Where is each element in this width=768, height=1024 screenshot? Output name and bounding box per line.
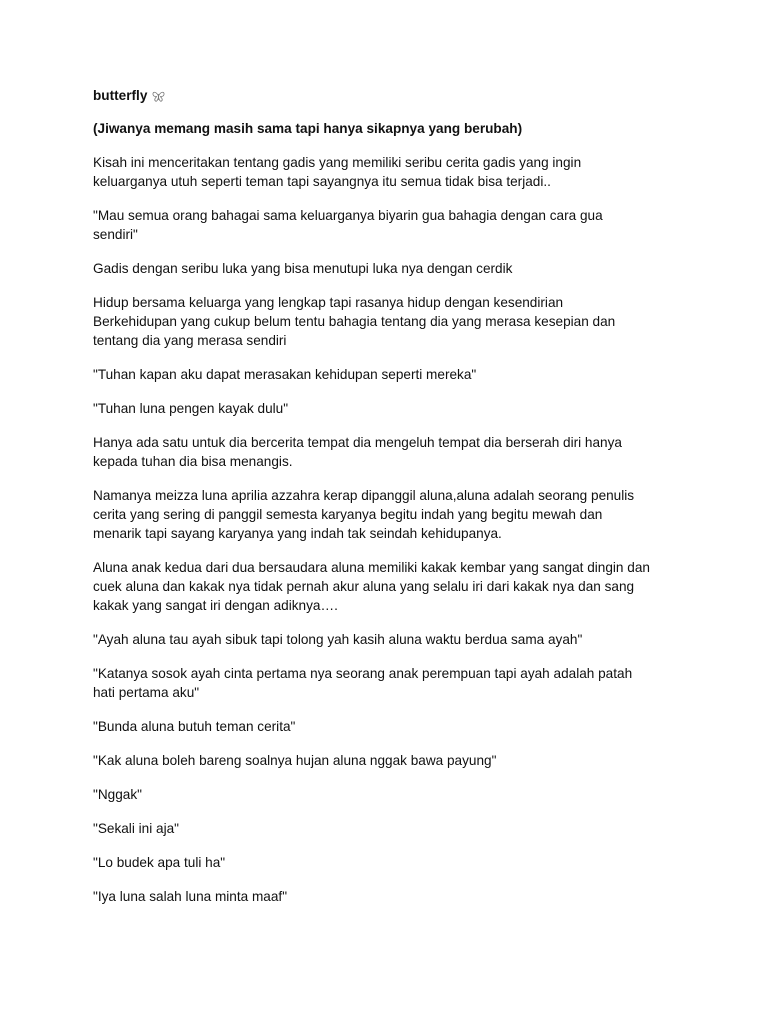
paragraph: "Iya luna salah luna minta maaf" (93, 889, 288, 904)
document-title-row (93, 86, 693, 105)
paragraph: "Sekali ini aja" (93, 821, 179, 836)
paragraph: Namanya meizza luna aprilia azzahra kerap dipanggil aluna,aluna adalah seorang penulis cerita yang sering di panggil semesta karyanya begitu indah yang begitu mewah dan menarik tapi sayang karyanya yang indah tak seindah kehidupanya. (93, 488, 635, 541)
paragraph: Aluna anak kedua dari dua bersaudara aluna memiliki kakak kembar yang sangat dingin dan cuek aluna dan kakak nya tidak pernah akur aluna yang selalu iri dari kakak nya dan sang kakak yang sangat iri dengan adiknya…. (93, 560, 650, 613)
paragraph: "Katanya sosok ayah cinta pertama nya seorang anak perempuan tapi ayah adalah patah hati pertama aku" (93, 666, 633, 700)
paragraph: "Lo budek apa tuli ha" (93, 855, 226, 870)
paragraph: "Tuhan luna pengen kayak dulu" (93, 401, 289, 416)
document-title: butterfly (93, 88, 148, 103)
document-page (93, 86, 693, 921)
paragraph: Hanya ada satu untuk dia bercerita tempat dia mengeluh tempat dia berserah diri hanya kepada tuhan dia bisa menangis. (93, 435, 622, 469)
paragraph: "Bunda aluna butuh teman cerita" (93, 719, 296, 734)
paragraph: "Ayah aluna tau ayah sibuk tapi tolong yah kasih aluna waktu berdua sama ayah" (93, 632, 583, 647)
paragraph: "Tuhan kapan aku dapat merasakan kehidupan seperti mereka" (93, 367, 477, 382)
paragraph: Hidup bersama keluarga yang lengkap tapi rasanya hidup dengan kesendirian Berkehidupan yang cukup belum tentu bahagia tentang dia yang merasa kesepian dan tentang dia yang merasa sendiri (93, 295, 616, 348)
paragraph: "Nggak" (93, 787, 142, 802)
paragraph: Kisah ini menceritakan tentang gadis yang memiliki seribu cerita gadis yang ingin keluarganya utuh seperti teman tapi sayangnya itu semua tidak bisa terjadi.. (93, 155, 582, 189)
paragraph: Gadis dengan seribu luka yang bisa menutupi luka nya dengan cerdik (93, 261, 513, 276)
document-subtitle: (Jiwanya memang masih sama tapi hanya sikapnya yang berubah) (93, 121, 523, 136)
butterfly-icon (152, 89, 165, 102)
paragraph: "Mau semua orang bahagai sama keluarganya biyarin gua bahagia dengan cara gua sendiri" (93, 208, 603, 242)
paragraph: "Kak aluna boleh bareng soalnya hujan aluna nggak bawa payung" (93, 753, 497, 768)
